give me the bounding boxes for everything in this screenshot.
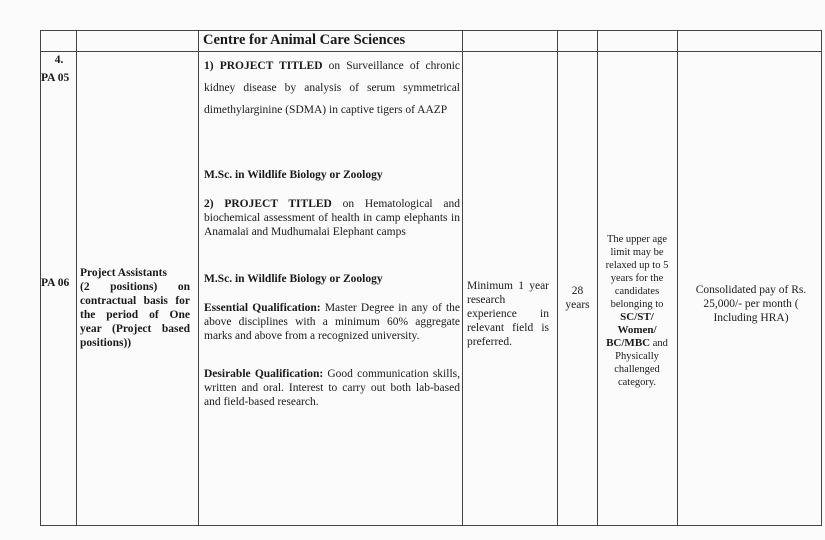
post-name-cell: [77, 52, 199, 526]
serial-cell: [41, 52, 77, 526]
relaxation-text-b: and Physically challenged category.: [614, 338, 668, 388]
qualification-2: M.Sc. in Wildlife Biology or Zoology: [204, 273, 383, 285]
relaxation-cat-b: Women/: [617, 324, 657, 336]
post-code-pa06: PA 06: [41, 277, 70, 289]
essential-lead: Essential Qualification:: [204, 302, 321, 314]
desirable-text: Good communication skills, written and oral. Interest to carry out both lab-based and field-based research.: [204, 368, 460, 408]
pay-text: Consolidated pay of Rs. 25,000/- per month ( Including HRA): [695, 284, 807, 324]
relaxation-text-a: The upper age limit may be relaxed up to 5 years for the candidates belonging to: [605, 234, 669, 310]
relaxation-cat-c: BC/MBC: [606, 337, 651, 349]
qualification-1: M.Sc. in Wildlife Biology or Zoology: [204, 169, 383, 181]
serial-number: 4.: [54, 54, 64, 66]
centre-title: Centre for Animal Care Sciences: [199, 31, 463, 52]
post-name: Project Assistants: [80, 267, 167, 279]
project-1-lead: 1) PROJECT TITLED: [204, 60, 323, 72]
recruitment-table: [40, 30, 822, 526]
relaxation-cell: [598, 52, 678, 526]
age-value: 28: [571, 285, 584, 297]
project-1: [204, 55, 460, 121]
age-cell: [558, 52, 598, 526]
project-2: [204, 197, 460, 239]
essential-text: Master Degree in any of the above disciplines with a minimum 60% aggregate marks and above from a recognized university.: [204, 302, 461, 342]
experience-text: Minimum 1 year research experience in relevant field is preferred.: [467, 280, 549, 348]
description-cell: [199, 52, 463, 526]
post-code-pa05: PA 05: [41, 72, 70, 84]
desirable-lead: Desirable Qualification:: [204, 368, 324, 380]
project-2-text: on Hematological and biochemical assessment of health in camp elephants in Anamalai and Mudhumalai Elephant camps: [204, 198, 460, 238]
project-1-text: on Surveillance of chronic kidney disease by analysis of serum symmetrical dimethylarginine (SDMA) in captive tigers of AAZP: [204, 60, 460, 116]
desirable-qualification: [204, 367, 460, 409]
table-row: [41, 52, 822, 526]
header-row: [41, 31, 822, 52]
essential-qualification: [204, 301, 460, 343]
pay-cell: [678, 52, 822, 526]
project-2-lead: 2) PROJECT TITLED: [204, 198, 332, 210]
age-unit: years: [565, 299, 590, 311]
experience-cell: [463, 52, 558, 526]
relaxation-cat-a: SC/ST/: [620, 311, 654, 323]
post-terms: (2 positions) on contractual basis for the period of One year (Project based positions)): [80, 281, 190, 349]
